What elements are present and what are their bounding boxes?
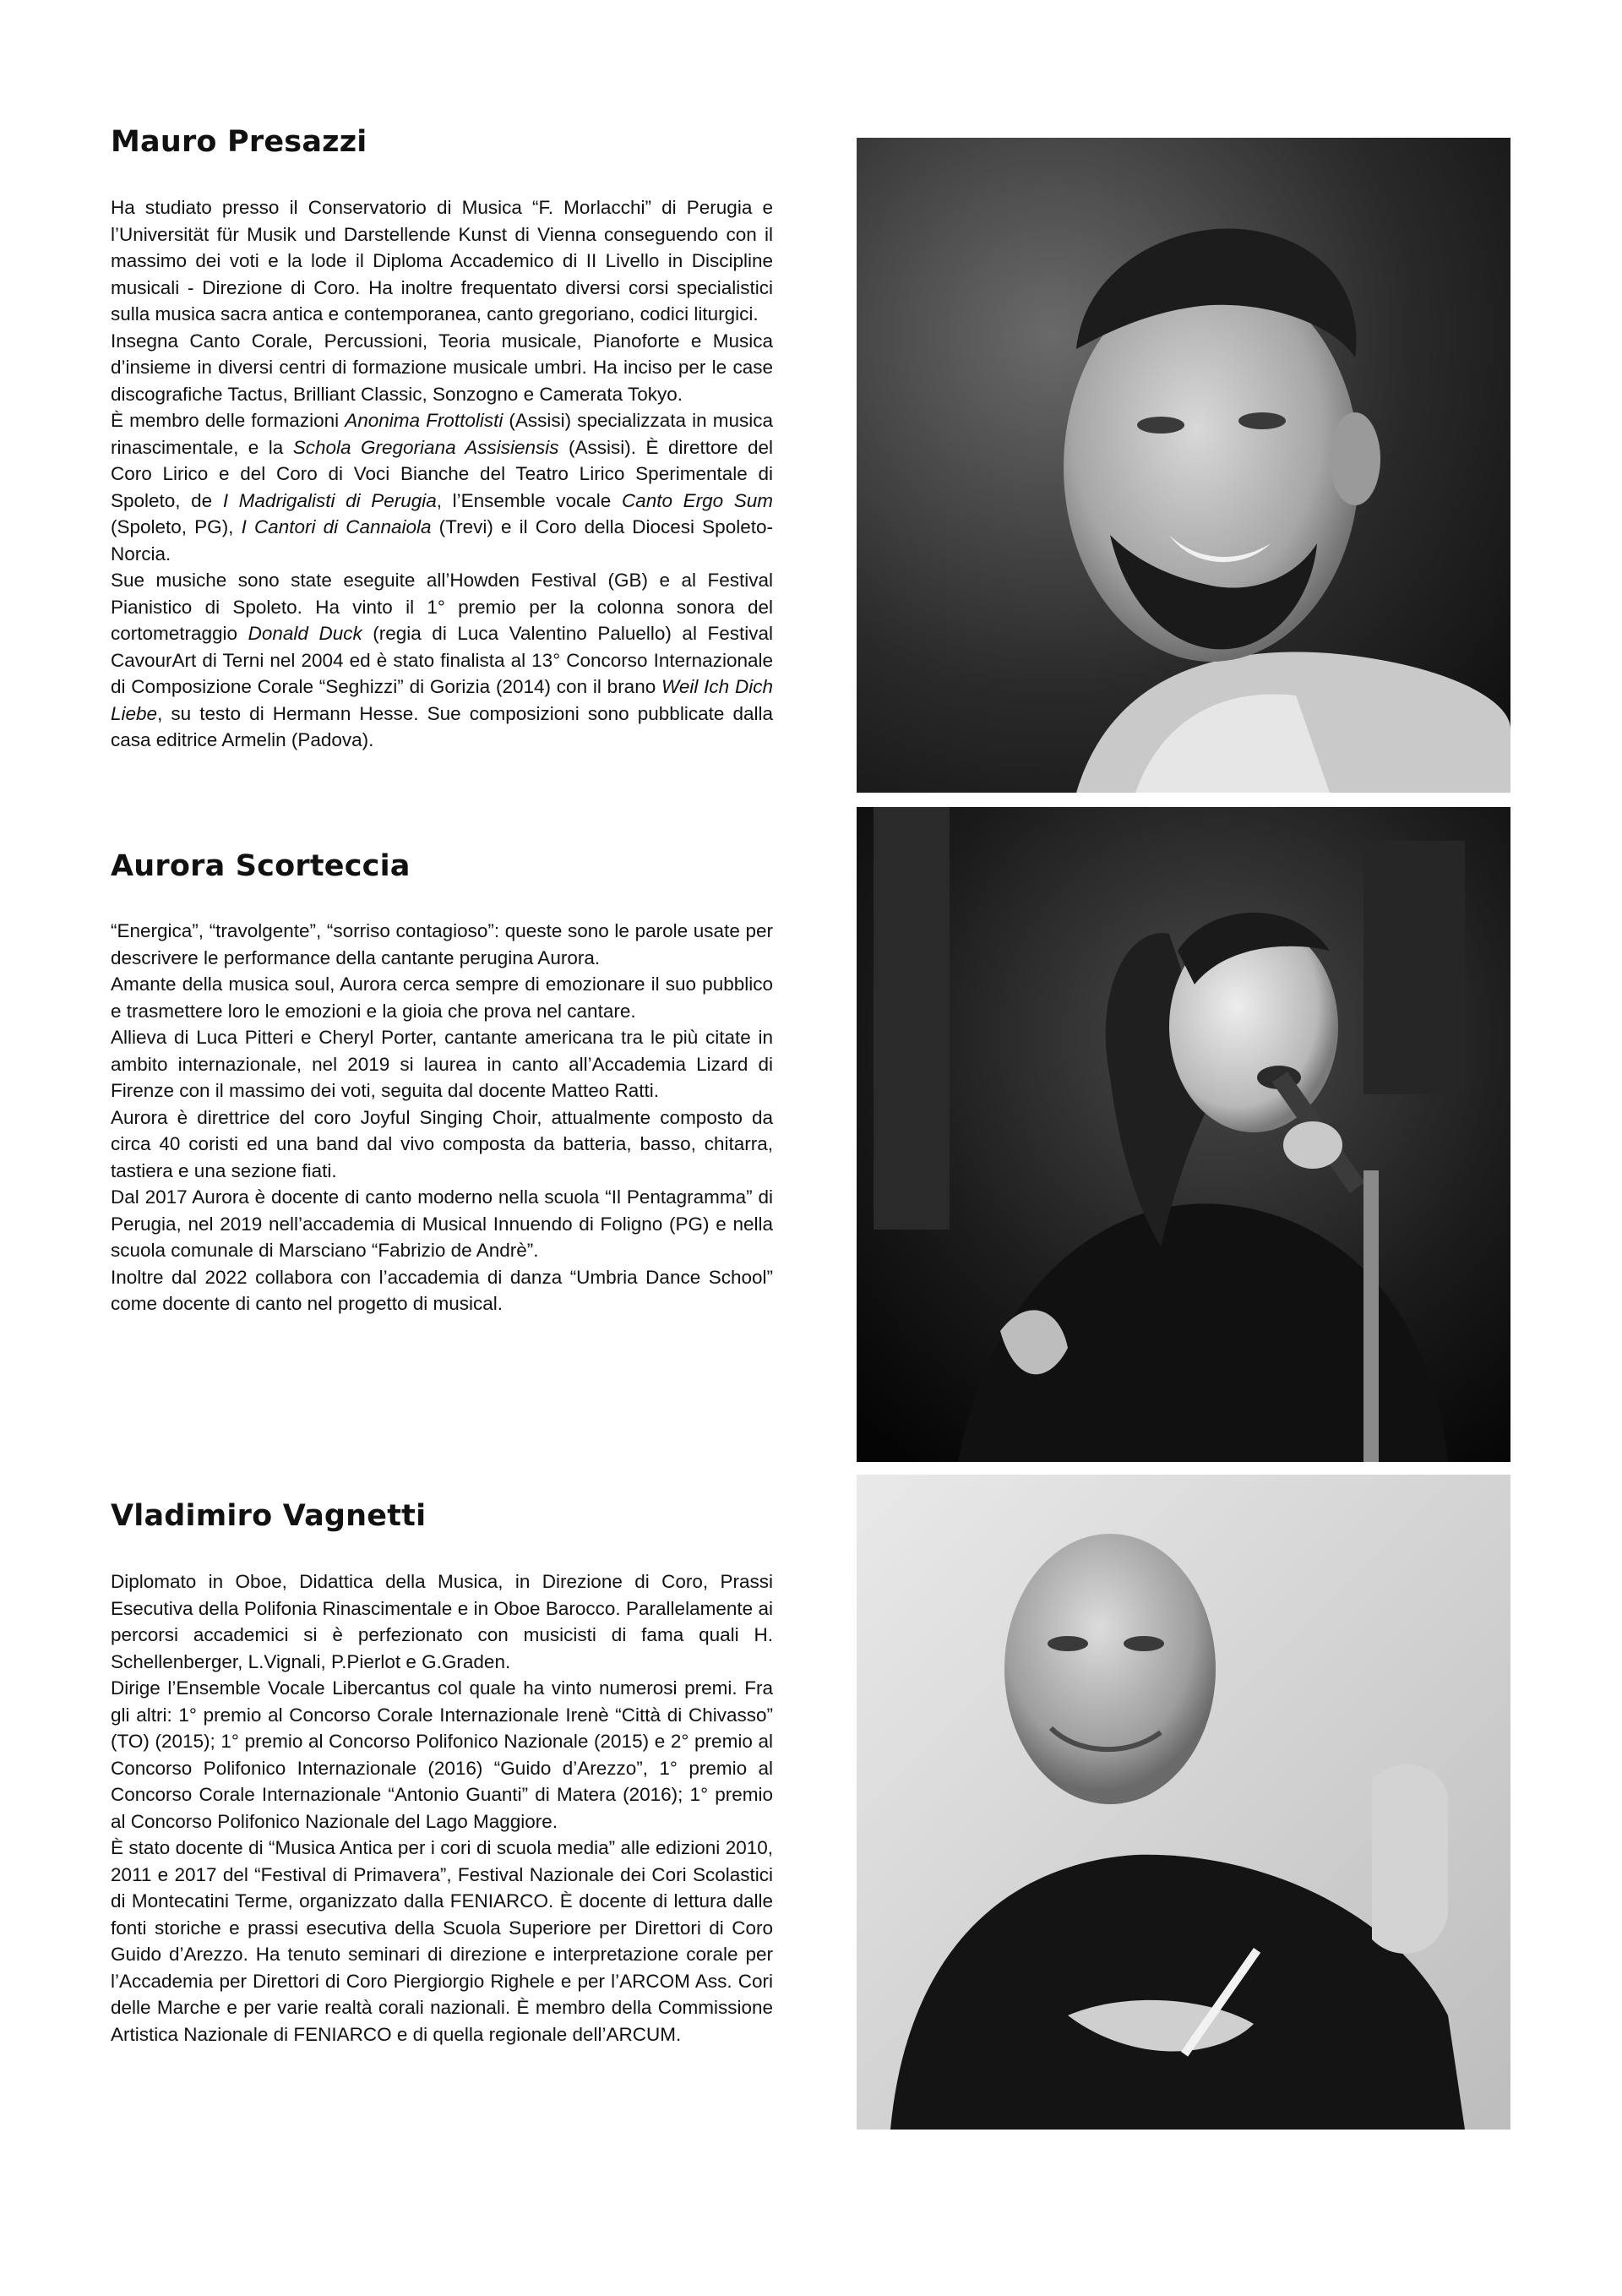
bio-paragraph: Diplomato in Oboe, Didattica della Musica, in Direzione di Coro, Prassi Esecutiva della Polifonia Rinascimentale e in Oboe Barocco. Parallelamente ai percorsi accademici si è perfezionato con musicisti di fama quali H. Schellenberger, L.Vignali, P.Pierlot e G.Graden. [111, 1571, 773, 1672]
bio-paragraph: Dirige l’Ensemble Vocale Libercantus col quale ha vinto numerosi premi. Fra gli altri: 1° premio al Concorso Corale Internazionale Irenè “Città di Chivasso” (TO) (2015); 1° premio al Concorso Polifonico Nazionale (2015) e 2° premio al Concorso Polifonico Internazionale (2016) “Guido d’Arezzo”, 1° premio al Concorso Corale Internazionale “Antonio Guanti” di Matera (2016); 1° premio al Concorso Polifonico Nazionale del Lago Maggiore. [111, 1677, 773, 1832]
bio-paragraph: È membro delle formazioni Anonima Frottolisti (Assisi) specializzata in musica rinascimentale, e la Schola Gregoriana Assisiensis (Assisi). È direttore del Coro Lirico e del Coro di Voci Bianche del Teatro Lirico Sperimentale di Spoleto, de I Madrigalisti di Perugia, l’Ensemble vocale Canto Ergo Sum (Spoleto, PG), I Cantori di Cannaiola (Trevi) e il Coro della Diocesi Spoleto-Norcia. [111, 410, 774, 564]
bio-paragraph: Allieva di Luca Pitteri e Cheryl Porter, cantante americana tra le più citate in ambito internazionale, nel 2019 si laurea in canto all’Accademia Lizard di Firenze con il massimo dei voti, seguita dal docente Matteo Ratti. [111, 1027, 773, 1101]
section-name-aurora-scorteccia: Aurora Scorteccia [111, 849, 411, 883]
bio-paragraph: Aurora è direttrice del coro Joyful Singing Choir, attualmente composto da circa 40 coristi ed una band dal vivo composta da batteria, basso, chitarra, tastiera e una sezione fiati. [111, 1106, 773, 1181]
bio-paragraph: Amante della musica soul, Aurora cerca sempre di emozionare il suo pubblico e trasmettere loro le emozioni e la gioia che prova nel cantare. [111, 973, 773, 1022]
bio-paragraph: È stato docente di “Musica Antica per i cori di scuola media” alle edizioni 2010, 2011 e 2017 del “Festival di Primavera”, Festival Nazionale dei Cori Scolastici di Montecatini Terme, organizzato dalla FENIARCO. È docente di lettura dalle fonti storiche e prassi esecutiva della Scuola Superiore per Direttori di Coro Guido d’Arezzo. Ha tenuto seminari di direzione e interpretazione corale per l’Accademia per Direttori di Coro Piergiorgio Righele e per l’ARCOM Ass. Cori delle Marche e per varie realtà corali nazionali. È membro della Commissione Artistica Nazionale di FENIARCO e di quella regionale dell’ARCUM. [111, 1837, 773, 2045]
bio-aurora-scorteccia [111, 918, 773, 1317]
portrait-photo-vladimiro-vagnetti [857, 1475, 1510, 2130]
bio-paragraph: Dal 2017 Aurora è docente di canto moderno nella scuola “Il Pentagramma” di Perugia, nel 2019 nell’accademia di Musical Innuendo di Foligno (PG) e nella scuola comunale di Marsciano “Fabrizio de Andrè”. [111, 1186, 773, 1261]
bio-paragraph: “Energica”, “travolgente”, “sorriso contagioso”: queste sono le parole usate per descrivere le performance della cantante perugina Aurora. [111, 920, 773, 968]
bio-paragraph: Ha studiato presso il Conservatorio di Musica “F. Morlacchi” di Perugia e l’Universität für Musik und Darstellende Kunst di Vienna conseguendo con il massimo dei voti e la lode il Diploma Accademico di II Livello in Discipline musicali - Direzione di Coro. Ha inoltre frequentato diversi corsi specialistici sulla musica sacra antica e contemporanea, canto gregoriano, codici liturgici. [111, 197, 773, 324]
section-name-vladimiro-vagnetti: Vladimiro Vagnetti [111, 1499, 427, 1533]
bio-vladimiro-vagnetti [111, 1568, 773, 2048]
bio-paragraph: Insegna Canto Corale, Percussioni, Teoria musicale, Pianoforte e Musica d’insieme in diversi centri di formazione musicale umbri. Ha inciso per le case discografiche Tactus, Brilliant Classic, Sonzogno e Camerata Tokyo. [111, 330, 773, 405]
bio-paragraph: Sue musiche sono state eseguite all’Howden Festival (GB) e al Festival Pianistico di Spoleto. Ha vinto il 1° premio per la colonna sonora del cortometraggio Donald Duck (regia di Luca Valentino Paluello) al Festival CavourArt di Terni nel 2004 ed è stato finalista al 13° Concorso Internazionale di Composizione Corale “Seghizzi” di Gorizia (2014) con il brano Weil Ich Dich Liebe, su testo di Hermann Hesse. Sue composizioni sono pubblicate dalla casa editrice Armelin (Padova). [111, 570, 773, 750]
section-name-mauro-presazzi: Mauro Presazzi [111, 125, 367, 159]
bio-paragraph: Inoltre dal 2022 collabora con l’accademia di danza “Umbria Dance School” come docente di canto nel progetto di musical. [111, 1266, 773, 1314]
portrait-photo-mauro-presazzi [857, 138, 1510, 793]
portrait-photo-aurora-scorteccia [857, 807, 1510, 1462]
bio-mauro-presazzi [111, 194, 773, 754]
